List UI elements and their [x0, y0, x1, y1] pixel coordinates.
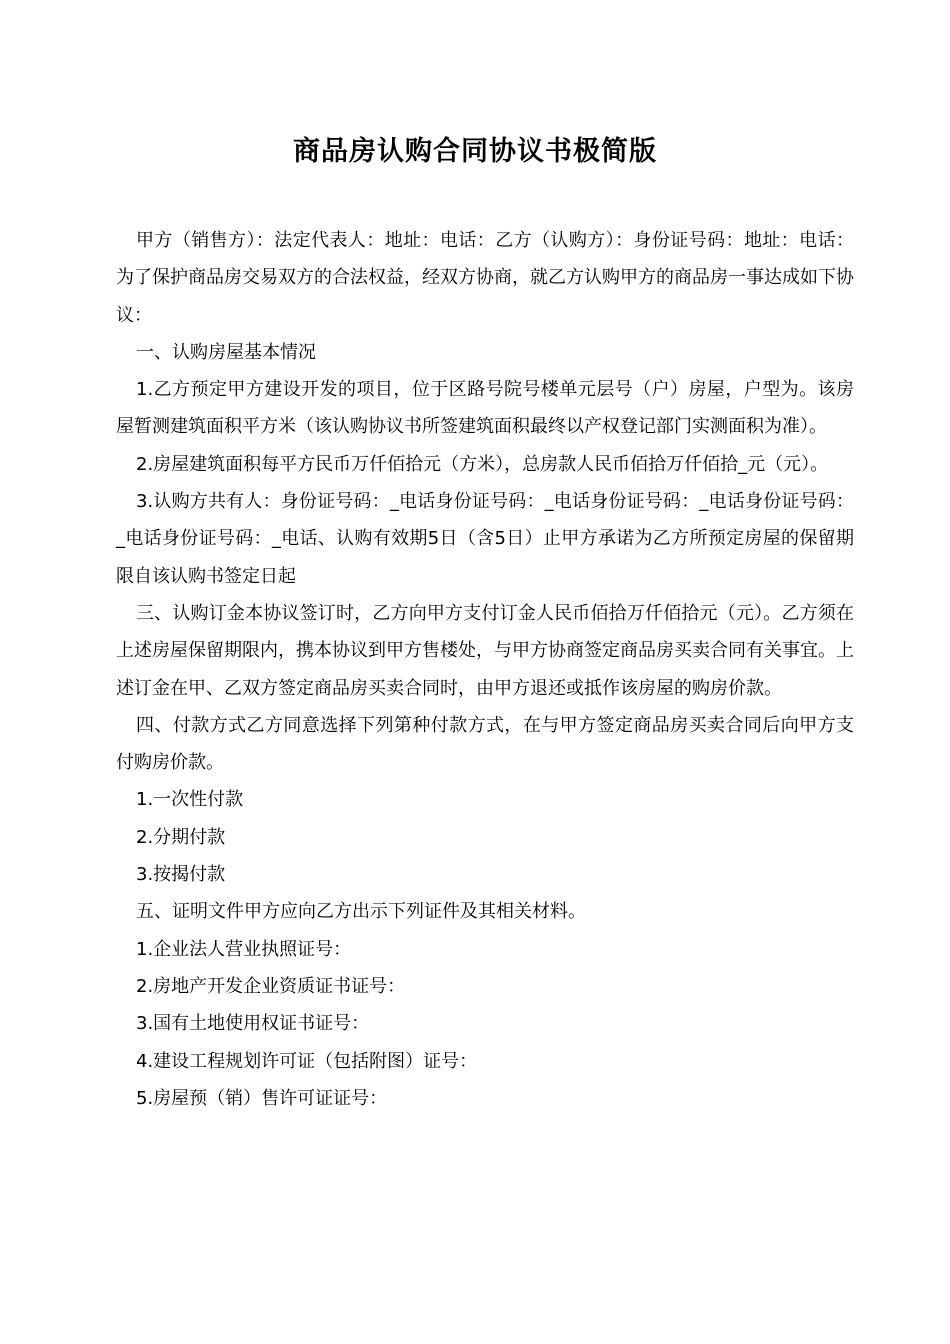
list-item: 3.按揭付款 — [136, 864, 226, 886]
document-title: 商品房认购合同协议书极简版 — [293, 136, 657, 167]
list-item: 2.房地产开发企业资质证书证号： — [136, 975, 406, 997]
list-item: 3.国有土地使用权证书证号： — [136, 1013, 370, 1035]
section-heading-3: 三、认购订金本协议签订时，乙方向甲方支付订金人民币佰拾万仟佰拾元（元）。乙方须在上述房屋保留期限内，携本协议到甲方售楼处，与甲方协商签定商品房买卖合同有关事宜。上述订金在甲、乙双方签定商品房买卖合同时，由甲方退还或抵作该房屋的购房价款。 — [116, 602, 854, 699]
section-heading-4: 四、付款方式乙方同意选择下列第种付款方式，在与甲方签定商品房买卖合同后向甲方支付购房价款。 — [116, 714, 854, 774]
list-item: 5.房屋预（销）售许可证证号： — [136, 1087, 388, 1109]
paragraph-item: 3.认购方共有人：身份证号码：_电话身份证号码：_电话身份证号码：_电话身份证号码：_电话身份证号码：_电话、认购有效期5日（含5日）止甲方承诺为乙方所预定房屋的保留期限自该认购书签定日起 — [116, 491, 854, 587]
document-body — [116, 222, 854, 1117]
paragraph-item: 2.房屋建筑面积每平方民币万仟佰拾元（方米），总房款人民币佰拾万仟佰拾_元（元）。 — [136, 453, 829, 475]
list-item: 2.分期付款 — [136, 826, 226, 848]
paragraph-item: 1.乙方预定甲方建设开发的项目，位于区路号院号楼单元层号（户）房屋，户型为。该房屋暂测建筑面积平方米（该认购协议书所签建筑面积最终以产权登记部门实测面积为准）。 — [116, 379, 854, 438]
section-heading-1: 一、认购房屋基本情况 — [136, 341, 316, 363]
list-item: 4.建设工程规划许可证（包括附图）证号： — [136, 1050, 478, 1072]
list-item: 1.一次性付款 — [136, 789, 244, 811]
section-heading-5: 五、证明文件甲方应向乙方出示下列证件及其相关材料。 — [136, 901, 586, 923]
list-item: 1.企业法人营业执照证号： — [136, 938, 352, 960]
paragraph-parties: 甲方（销售方）：法定代表人：地址：电话：乙方（认购方）：身份证号码：地址：电话：为了保护商品房交易双方的合法权益，经双方协商，就乙方认购甲方的商品房一事达成如下协议： — [116, 230, 854, 326]
